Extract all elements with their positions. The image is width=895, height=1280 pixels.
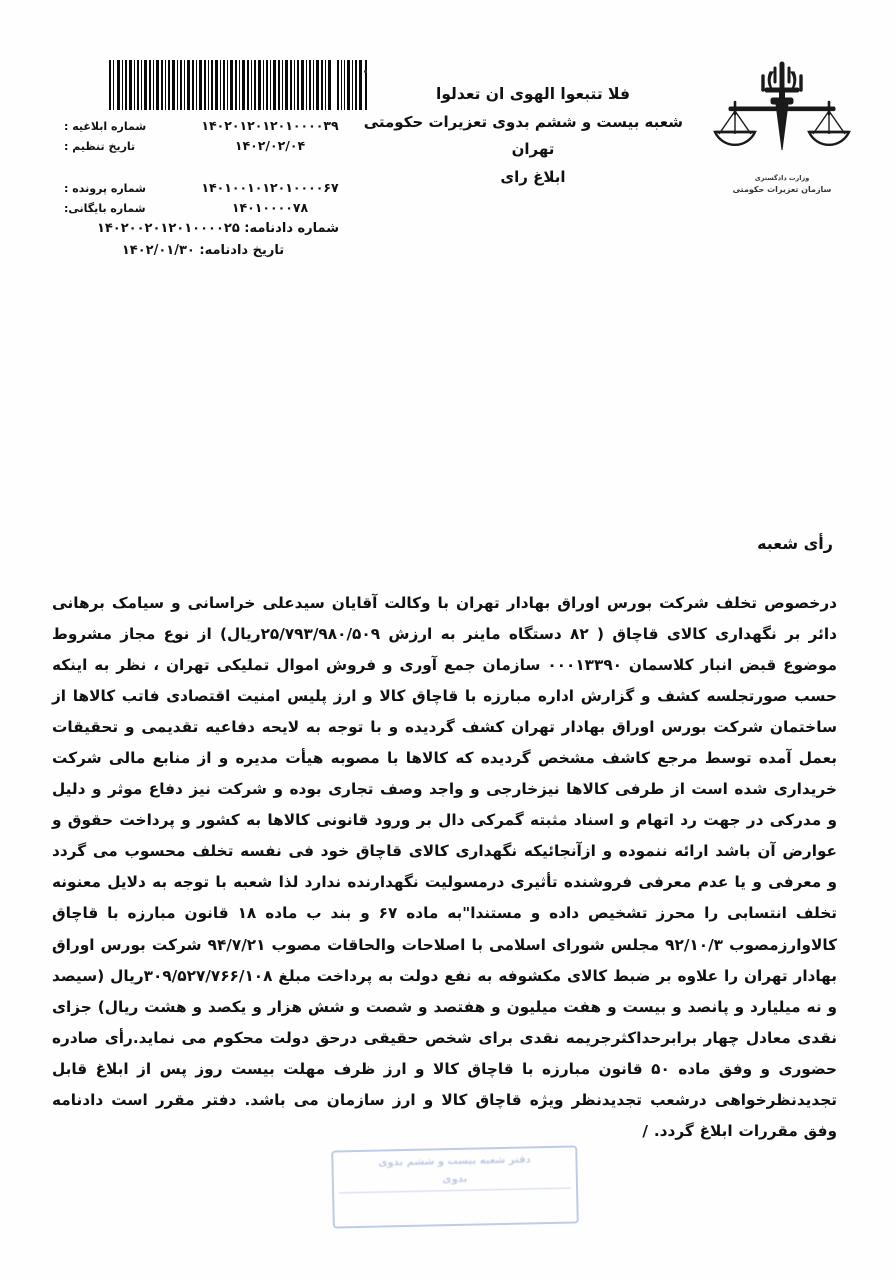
- notification-number-label: شماره ابلاغیه :: [64, 120, 147, 133]
- case-number-label: شماره پرونده :: [64, 182, 146, 195]
- meta-row-case-number: [60, 180, 390, 195]
- compose-date-label: تاریخ تنظیم :: [64, 140, 136, 153]
- emblem-caption-ministry: وزارت دادگستری: [754, 174, 810, 182]
- verdict-date-line: تاریخ دادنامه: ۱۴۰۲/۰۱/۳۰: [121, 243, 285, 258]
- notification-number-value: ۱۴۰۲۰۱۲۰۱۲۰۱۰۰۰۰۳۹: [201, 118, 339, 133]
- city-name: تهران: [511, 140, 555, 159]
- barcode-block: [72, 60, 372, 110]
- office-stamp: [331, 1145, 579, 1228]
- stamp-line-1: دفتر شعبه بیست و ششم بدوی: [378, 1154, 531, 1169]
- quran-verse: فلا تتبعوا الهوی ان تعدلوا: [436, 85, 630, 103]
- justice-scales-emblem: [697, 58, 867, 208]
- barcode: [109, 60, 372, 110]
- verdict-number-line: شماره دادنامه: ۱۴۰۲۰۰۲۰۱۲۰۱۰۰۰۰۲۵: [96, 221, 340, 236]
- meta-row-notification-number: [60, 118, 390, 133]
- office-stamp-text: [338, 1152, 571, 1223]
- verdict-body-text: درخصوص تخلف شرکت بورس اوراق بهادار تهران با وکالت آقایان سیدعلی خراسانی و سیامک برهانی دائر بر نگهداری کالای قاچاق ( ۸۲ دستگاه ماینر به ارزش ۲۵/۷۹۳/۹۸۰/۵۰۹ریال) از نوع مجاز مشروط موضوع قبض انبار کلاسمان ۰۰۰۱۳۳۹۰ سازمان جمع آوری و فروش اموال تملیکی تهران ، نظر به اینکه حسب صورتجلسه کشف و گزارش اداره مبارزه با قاچاق کالا و ارز پلیس امنیت اقتصادی فاتب کالاها از ساختمان شرکت بورس اوراق بهادار تهران کشف گردیده و با توجه به لایحه دفاعیه تقدیمی و تحقیقات بعمل آمده توسط مرجع کاشف مشخص گردیده که کالاها با مصوبه هیأت مدیره و از منابع مالی شرکت خریداری شده است از طرفی کالاها نیزخارجی و واجد وصف تجاری بوده و شرکت نیز دفاع موثر و دلیل و مدرکی در جهت رد اتهام و اسناد مثبته گمرکی دال بر ورود قانونی کالاها به کشور و پرداخت حقوق و عوارض آن باشد ارائه ننموده و ازآنجائیکه نگهداری کالای قاچاق خود فی نفسه تخلف محسوب می گردد و معرفی و یا عدم معرفی فروشنده تأثیری درمسولیت نگهدارنده ندارد لذا شعبه با توجه به دلایل معنونه تخلف انتسابی را محرز تشخیص داده و مستندا"به ماده ۶۷ و بند ب ماده ۱۸ قانون مبارزه با قاچاق کالاوارزمصوب ۹۲/۱۰/۳ مجلس شورای اسلامی با اصلاحات والحاقات مصوب ۹۴/۷/۲۱ شرکت بورس اوراق بهادار تهران را علاوه بر ضبط کالای مکشوفه به نفع دولت به پرداخت مبلغ ۳۰۹/۵۲۷/۷۶۶/۱۰۸ریال (سیصد و نه میلیارد و پانصد و بیست و هفت میلیون و هفتصد و شصت و شش هزار و یکصد و هشت ریال) جزای نقدی معادل چهار برابرحداکثرجریمه نقدی برای شخص حقیقی درحق دولت محکوم می نماید.رأی صادره حضوری و وفق ماده ۵۰ قانون مبارزه با قاچاق کالا و ارز ظرف مهلت بیست روز پس از ابلاغ قابل تجدیدنظرخواهی درشعب تجدیدنظر ویژه قاچاق کالا و ارز سازمان می باشد. دفتر مقرر است دادنامه وفق مقررات ابلاغ گردد. /: [52, 594, 838, 1140]
- compose-date-value: ۱۴۰۲/۰۲/۰۴: [234, 138, 306, 153]
- meta-spacer: [60, 158, 390, 180]
- case-number-value: ۱۴۰۱۰۰۱۰۱۲۰۱۰۰۰۰۶۷: [201, 180, 339, 195]
- archive-number-label: شماره بایگانی:: [64, 202, 146, 215]
- archive-number-value: ۱۴۰۱۰۰۰۰۷۸: [231, 200, 309, 215]
- document-type: ابلاغ رای: [500, 168, 566, 187]
- document-metadata: [60, 118, 390, 258]
- scales-icon: [707, 58, 857, 176]
- branch-line: شعبه بیست و ششم بدوی تعزیرات حکومتی: [363, 112, 683, 131]
- corner-dot-mark: [364, 70, 367, 73]
- verdict-heading: رأی شعبه: [757, 534, 833, 553]
- emblem-caption: [697, 174, 867, 196]
- emblem-caption-organization: سازمان تعزیرات حکومتی: [732, 184, 832, 194]
- header-title-block: [363, 80, 683, 192]
- document-header: [0, 52, 895, 312]
- meta-row-archive-number: [60, 200, 390, 215]
- stamp-line-2: بدوی: [339, 1170, 571, 1194]
- meta-row-compose-date: [60, 138, 390, 153]
